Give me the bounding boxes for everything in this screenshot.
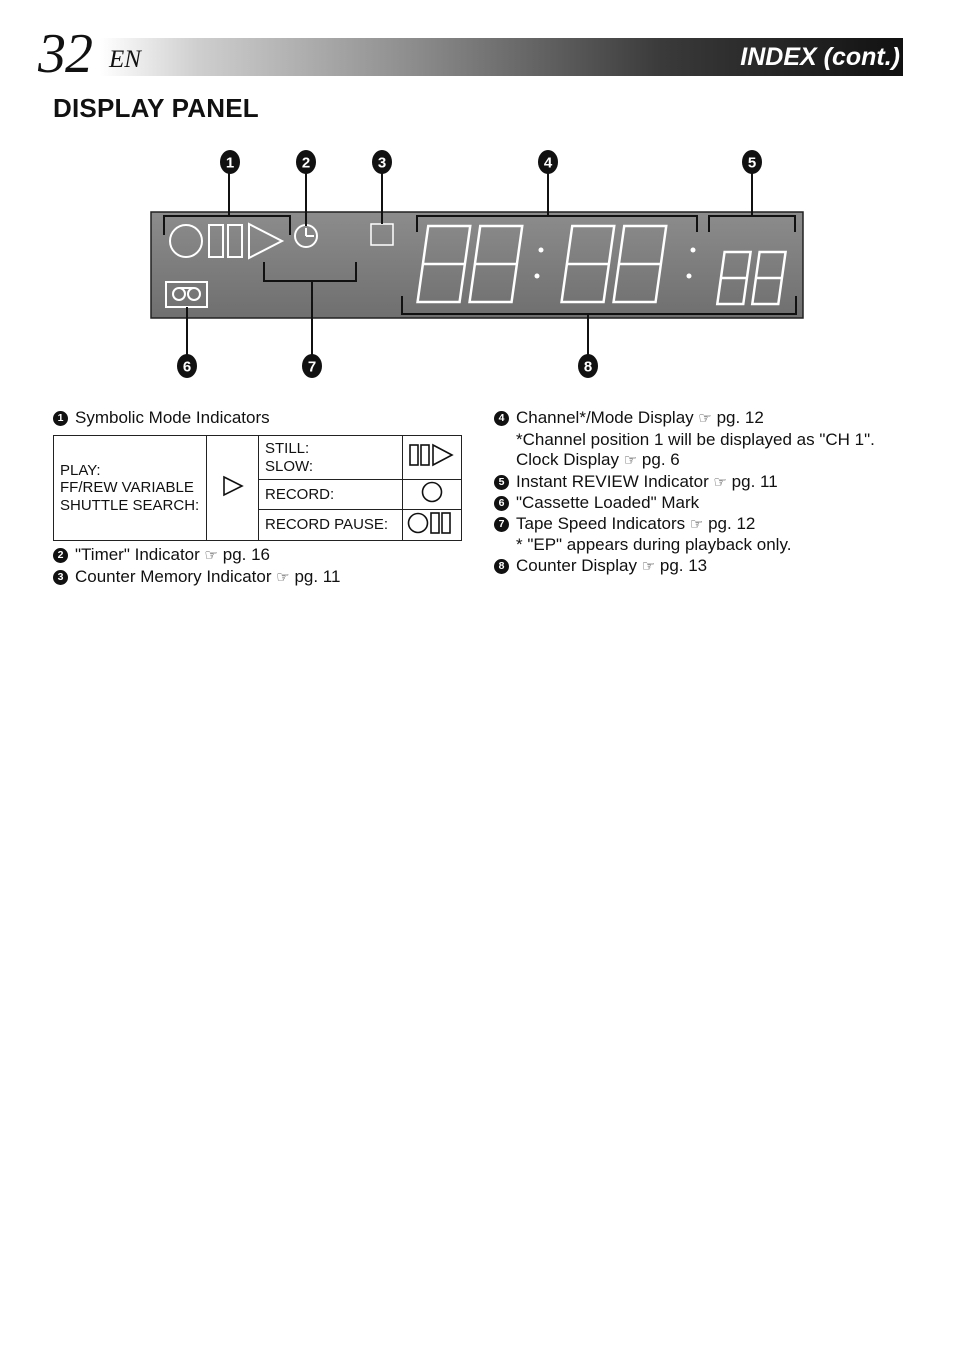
item-number-badge: 3 — [53, 570, 68, 585]
callout-6-label: 6 — [182, 358, 192, 376]
list-item-2 — [53, 545, 340, 567]
item-ref: pg. 12 — [708, 513, 756, 533]
item-text: Tape Speed Indicators — [516, 513, 686, 533]
left-list — [53, 408, 270, 429]
item-4-note: *Channel position 1 will be displayed as "CH 1". — [516, 429, 875, 449]
left-list-continued — [53, 545, 340, 588]
callout-3 — [372, 150, 392, 174]
item-text: Channel*/Mode Display — [516, 408, 694, 427]
page-number: 32 — [38, 23, 92, 85]
item-text: "Timer" Indicator — [75, 545, 200, 564]
item-number-badge: 4 — [494, 411, 509, 426]
record-pause-icon — [406, 510, 458, 536]
callout-2 — [296, 150, 316, 174]
item-ref: pg. 11 — [294, 566, 341, 586]
page-language: EN — [109, 46, 141, 73]
play-label: PLAY: — [60, 461, 101, 479]
pointing-hand-icon: ☞ — [689, 515, 704, 533]
callout-1-label: 1 — [225, 154, 235, 172]
play-icon-cell — [207, 436, 259, 541]
record-pause-icon-cell — [403, 509, 462, 541]
callout-3-label: 3 — [377, 154, 387, 172]
item-text: Symbolic Mode Indicators — [75, 408, 270, 427]
item-ref: pg. 12 — [716, 408, 764, 427]
item-ref: pg. 16 — [222, 545, 270, 564]
item-ref: pg. 13 — [659, 555, 708, 575]
shuttle-label: SHUTTLE SEARCH: — [60, 496, 200, 514]
pointing-hand-icon: ☞ — [276, 568, 290, 586]
item-number-badge: 7 — [494, 517, 509, 532]
list-item-4 — [494, 408, 875, 430]
item-number-badge: 2 — [53, 548, 68, 563]
header-title: INDEX (cont.) — [740, 43, 900, 71]
slow-label: SLOW: — [265, 457, 314, 475]
item-text: Counter Display — [516, 555, 637, 575]
clock-display-text: Clock Display — [516, 450, 619, 469]
pointing-hand-icon: ☞ — [204, 547, 218, 564]
callout-5-label: 5 — [747, 154, 757, 172]
pointing-hand-icon: ☞ — [623, 452, 638, 469]
item-number-badge: 1 — [53, 411, 68, 426]
still-slow-cell — [259, 436, 403, 480]
pause-play-icon — [407, 442, 457, 468]
item-4-subline — [494, 450, 875, 472]
item-ref: pg. 11 — [731, 471, 778, 491]
play-triangle-icon — [221, 474, 245, 498]
list-item-5 — [494, 472, 875, 494]
still-label: STILL: — [265, 440, 310, 457]
item-text: "Cassette Loaded" Mark — [516, 493, 700, 512]
callout-4-label: 4 — [543, 154, 553, 172]
callout-6 — [177, 354, 197, 378]
callout-5 — [742, 150, 762, 174]
list-item-6 — [494, 493, 875, 514]
item-text: Instant REVIEW Indicator — [516, 471, 709, 491]
list-item-1 — [53, 408, 270, 429]
callout-8 — [578, 354, 598, 378]
list-item-3 — [53, 567, 340, 589]
list-item-8 — [494, 556, 875, 578]
list-item-7 — [494, 514, 875, 536]
pointing-hand-icon: ☞ — [713, 473, 727, 491]
item-number-badge: 6 — [494, 496, 509, 511]
item-number-badge: 5 — [494, 475, 509, 490]
right-list — [494, 408, 875, 577]
record-pause-cell: RECORD PAUSE: — [259, 509, 403, 541]
item-ref: pg. 6 — [641, 450, 680, 469]
callout-4 — [538, 150, 558, 174]
callout-7 — [302, 354, 322, 378]
item-number-badge: 8 — [494, 559, 509, 574]
pointing-hand-icon: ☞ — [698, 410, 712, 427]
record-cell: RECORD: — [259, 480, 403, 510]
play-label-cell — [54, 436, 207, 541]
callout-2-label: 2 — [301, 154, 311, 172]
callout-7-label: 7 — [307, 358, 317, 376]
item-text: Counter Memory Indicator — [75, 566, 272, 586]
item-7-note: * "EP" appears during playback only. — [516, 535, 792, 554]
display-panel-diagram — [0, 140, 954, 390]
section-title: DISPLAY PANEL — [53, 93, 259, 123]
callout-1 — [220, 150, 240, 174]
ffrew-label: FF/REW VARIABLE — [60, 479, 194, 497]
record-icon-cell — [403, 480, 462, 510]
record-circle-icon — [419, 480, 445, 504]
callout-8-label: 8 — [583, 358, 593, 376]
mode-indicator-table — [53, 435, 462, 541]
still-slow-icon-cell — [403, 436, 462, 480]
pointing-hand-icon: ☞ — [641, 557, 656, 575]
